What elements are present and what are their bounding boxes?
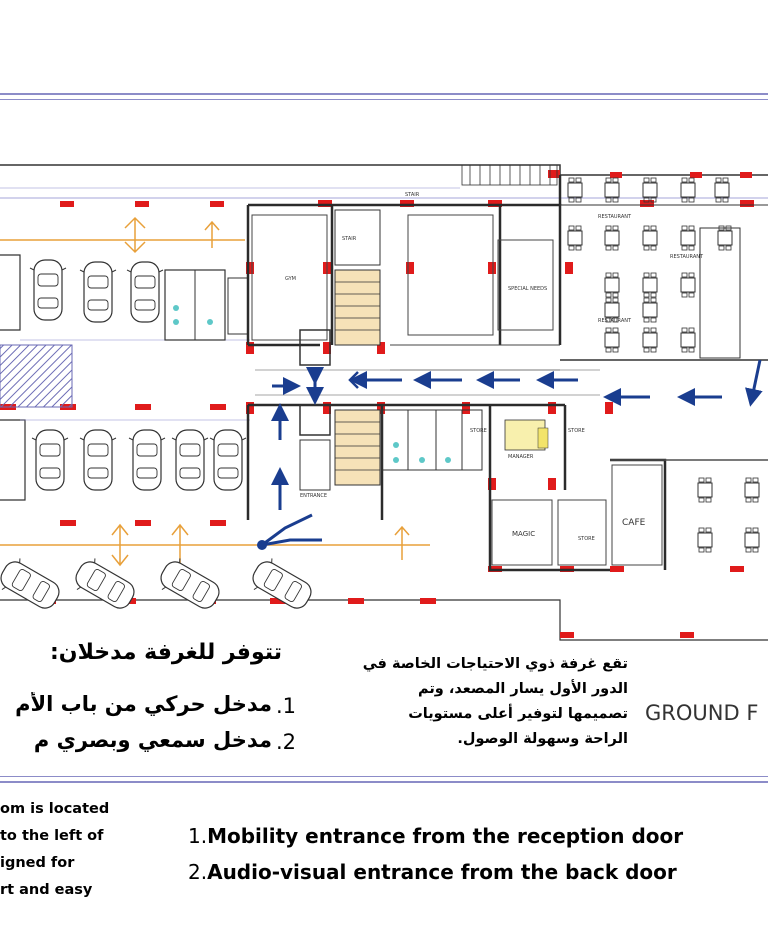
ar-para-line-1: تقع غرفة ذوي الاحتياجات الخاصة في [362, 656, 628, 672]
label-store-3: STORE [578, 536, 595, 542]
label-store-2: STORE [568, 428, 585, 434]
en-para-line-3: igned for [0, 855, 75, 871]
ar-para-line-3: تصميمها لتوفير أعلى مستويات [408, 706, 628, 722]
label-restaurant-2: RESTAURANT [670, 254, 704, 260]
ar-list-item-2 [0, 728, 296, 762]
ar-para-line-4: الراحة وسهولة الوصول. [457, 731, 628, 747]
en-item-1-text: Mobility entrance from the reception door [207, 824, 684, 848]
en-item-2-text: Audio-visual entrance from the back door [207, 860, 677, 884]
ar-list-item-1 [0, 692, 296, 726]
label-stair-top: STAIR [405, 192, 420, 198]
en-item-1-number: 1. [188, 824, 208, 848]
en-para-line-2: to the left of [0, 828, 104, 844]
en-para-line-4: rt and easy [0, 882, 93, 898]
label-stair-room: STAIR [342, 236, 357, 242]
ar-item-1-text: مدخل حركي من باب الأم [15, 692, 272, 716]
label-gym: GYM [285, 276, 296, 282]
label-special-needs-upper: SPECIAL NEEDS [508, 286, 548, 292]
en-item-2-number: 2. [188, 860, 208, 884]
en-para-line-1: om is located [0, 801, 110, 817]
ar-item-1-number: .1 [275, 694, 296, 718]
en-list-item-2 [188, 860, 768, 892]
ar-paragraph [306, 652, 628, 752]
en-paragraph [0, 796, 150, 904]
ar-item-2-text: مدخل سمعي وبصري م [33, 728, 272, 752]
label-store-1: STORE [470, 428, 487, 434]
ground-floor-title: GROUND F [645, 701, 759, 725]
label-cafe: CAFE [622, 518, 646, 528]
label-magic: MAGIC [512, 530, 536, 538]
ar-title: تتوفر للغرفة مدخلان: [50, 640, 282, 665]
label-restaurant-3: RESTAURANT [598, 318, 632, 324]
ar-item-2-number: .2 [275, 730, 296, 754]
label-entrance: ENTRANCE [300, 493, 328, 499]
ar-para-line-2: الدور الأول يسار المصعد، وتم [417, 681, 628, 697]
label-restaurant-1: RESTAURANT [598, 214, 632, 220]
label-manager: MANAGER [508, 454, 534, 460]
en-list-item-1 [188, 824, 768, 856]
